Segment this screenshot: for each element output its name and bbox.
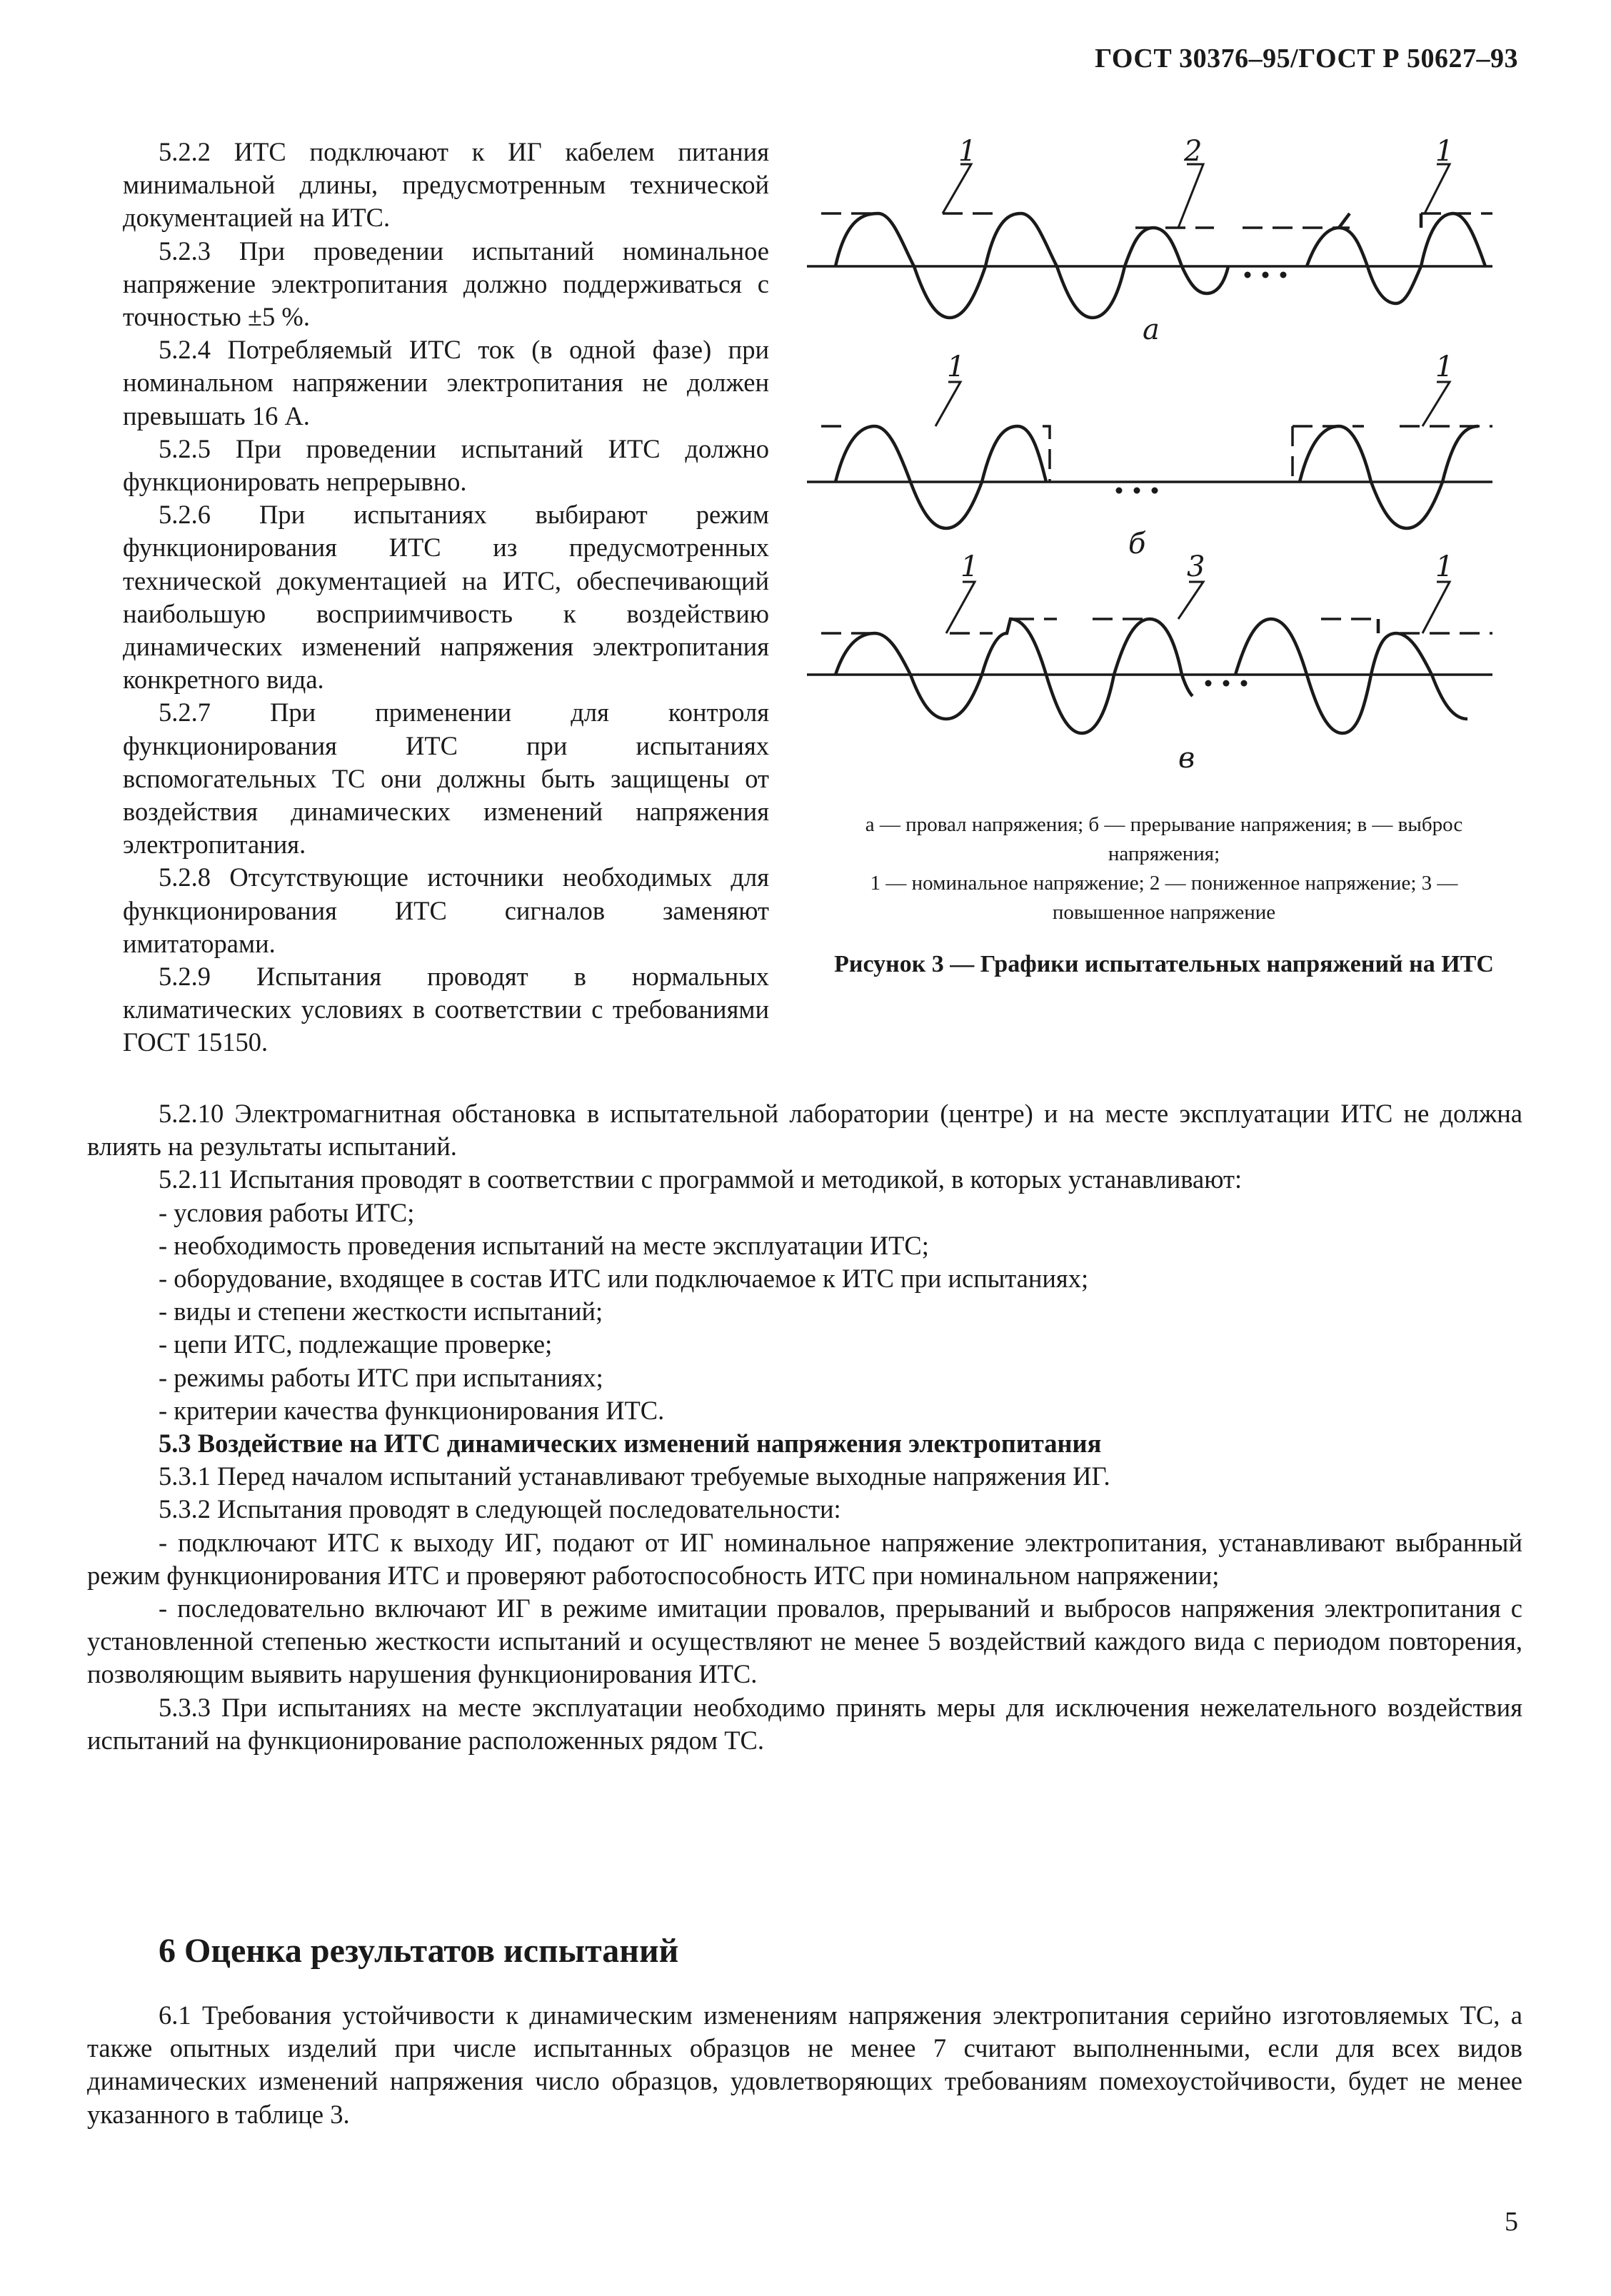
panel-label-b: б — [1128, 528, 1146, 560]
continuation-dot — [1263, 272, 1269, 278]
leader-line — [935, 382, 960, 426]
paragraph-5-2-11: 5.2.11 Испытания проводят в соответствии с программой и методикой, в которых устанавливают: — [159, 1164, 1243, 1194]
list-item: - условия работы ИТС; — [159, 1197, 415, 1227]
paragraph-5-2-8: 5.2.8 Отсутствующие источники необходимых для функционирования ИТС сигналов заменяют имитаторами. — [123, 862, 769, 958]
paragraph-5-3-2: 5.3.2 Испытания проводят в следующей последовательности: — [159, 1494, 841, 1524]
paragraph-5-2-5: 5.2.5 При проведении испытаний ИТС должно функционировать непрерывно. — [123, 433, 769, 497]
paragraph-5-2-2: 5.2.2 ИТС подключают к ИГ кабелем питания минимальной длины, предусмотренным технической документацией на ИТС. — [123, 137, 769, 233]
label-nominal: 1 — [1435, 351, 1454, 383]
transition-lines — [1339, 213, 1421, 228]
envelope-lines — [821, 213, 1492, 228]
main-text — [87, 1097, 1522, 1757]
list-item: - режимы работы ИТС при испытаниях; — [159, 1362, 603, 1392]
list-item: - подключают ИТС к выходу ИГ, подают от ИГ номинальное напряжение электропитания, устанавливают выбранный режим функционирования ИТС и проверяют работоспособность ИТС при номинальном напряжении; — [87, 1527, 1522, 1590]
leader-line — [1178, 582, 1203, 619]
figure-3 — [807, 139, 1521, 896]
continuation-dot — [1280, 272, 1287, 278]
label-nominal: 1 — [1435, 550, 1454, 583]
leader-line — [943, 164, 971, 213]
continuation-dot — [1116, 488, 1123, 494]
paragraph-5-3-1: 5.3.1 Перед началом испытаний устанавливают требуемые выходные напряжения ИГ. — [159, 1461, 1110, 1491]
label-reduced: 2 — [1184, 139, 1203, 168]
list-item: - последовательно включают ИГ в режиме имитации провалов, прерываний и выбросов напряжения электропитания с установленной степенью жесткости испытаний и осуществляют не менее 5 воздействий каждого вида с периодом повторения, позволяющим выявить нарушения функционирования ИТС. — [87, 1593, 1522, 1689]
list-item: - критерии качества функционирования ИТС. — [159, 1395, 665, 1425]
continuation-dot — [1205, 680, 1212, 687]
voltage-graphs — [807, 139, 1521, 810]
continuation-dot — [1152, 488, 1158, 494]
paragraph-5-2-7: 5.2.7 При применении для контроля функционирования ИТС при испытаниях вспомогательных ТС они должны быть защищены от воздействия динамических изменений напряжения электропитания. — [123, 698, 769, 860]
document-header: ГОСТ 30376–95/ГОСТ Р 50627–93 — [1095, 44, 1518, 74]
left-column — [123, 136, 769, 1059]
page-number: 5 — [1505, 2207, 1518, 2237]
label-nominal: 1 — [947, 351, 965, 383]
graph-c-overshoot — [807, 550, 1492, 775]
subsection-heading-5-3: 5.3 Воздействие на ИТС динамических изменений напряжения электропитания — [159, 1429, 1102, 1459]
continuation-dot — [1223, 680, 1230, 687]
label-nominal: 1 — [960, 550, 979, 583]
label-nominal: 1 — [1435, 139, 1454, 168]
envelope-lines — [821, 426, 1492, 482]
panel-label-c: в — [1178, 742, 1195, 775]
graph-b-interruption — [807, 351, 1492, 560]
legend-line-voltages: 1 — номинальное напряжение; 2 — пониженное напряжение; 3 — повышенное напряжение — [870, 872, 1458, 924]
paragraph-5-2-9: 5.2.9 Испытания проводят в нормальных климатических условиях в соответствии с требованиями ГОСТ 15150. — [123, 962, 769, 1057]
paragraph-5-2-10: 5.2.10 Электромагнитная обстановка в испытательной лаборатории (центре) и на месте эксплуатации ИТС не должна влиять на результаты испытаний. — [87, 1099, 1522, 1162]
leader-line — [1178, 164, 1203, 228]
list-item: - оборудование, входящее в состав ИТС или подключаемое к ИТС при испытаниях; — [159, 1264, 1089, 1294]
figure-title: Рисунок 3 — Графики испытательных напряжений на ИТС — [834, 951, 1494, 977]
legend-line-graphs: а — провал напряжения; б — прерывание напряжения; в — выброс напряжения; — [865, 813, 1463, 865]
waveform — [835, 426, 1478, 528]
panel-label-a: а — [1143, 313, 1160, 346]
leader-line — [946, 582, 975, 633]
label-increased: 3 — [1187, 550, 1205, 583]
section-6-title: 6 Оценка результатов испытаний — [159, 1932, 679, 1970]
leader-line — [1422, 382, 1450, 426]
list-item: - виды и степени жесткости испытаний; — [159, 1296, 603, 1326]
label-nominal: 1 — [958, 139, 977, 168]
list-item: - цепи ИТС, подлежащие проверке; — [159, 1329, 553, 1359]
continuation-dot — [1241, 680, 1248, 687]
leader-line — [1425, 164, 1450, 213]
paragraph-5-2-3: 5.2.3 При проведении испытаний номинальное напряжение электропитания должно поддерживаться с точностью ±5 %. — [123, 236, 769, 332]
continuation-dot — [1245, 272, 1251, 278]
paragraph-5-3-3: 5.3.3 При испытаниях на месте эксплуатации необходимо принять меры для исключения нежелательного воздействия испытаний на функционирование расположенных рядом ТС. — [87, 1692, 1522, 1755]
paragraph-5-2-6: 5.2.6 При испытаниях выбирают режим функционирования ИТС из предусмотренных технической документацией на ИТС, обеспечивающий наибольшую восприимчивость к воздействию динамических изменений напряжения электропитания конкретного вида. — [123, 500, 769, 695]
paragraph-6-1: 6.1 Требования устойчивости к динамическим изменениям напряжения электропитания серийно изготовляемых ТС, а также опытных изделий при числе испытанных образцов не менее 7 считают выполненными, если для всех видов динамических изменений напряжения число образцов, удовлетворяющих требованиям помехоустойчивости, будет не менее указанного в таблице 3. — [87, 2000, 1522, 2129]
continuation-dot — [1134, 488, 1140, 494]
list-item: - необходимость проведения испытаний на месте эксплуатации ИТС; — [159, 1230, 929, 1260]
waveform — [835, 619, 1467, 733]
section-6-text — [87, 1999, 1522, 2131]
figure-legend — [814, 810, 1514, 927]
paragraph-5-2-4: 5.2.4 Потребляемый ИТС ток (в одной фазе) при номинальном напряжении электропитания не должен превышать 16 А. — [123, 335, 769, 430]
graph-a-dip — [807, 139, 1492, 346]
leader-line — [1422, 582, 1450, 633]
